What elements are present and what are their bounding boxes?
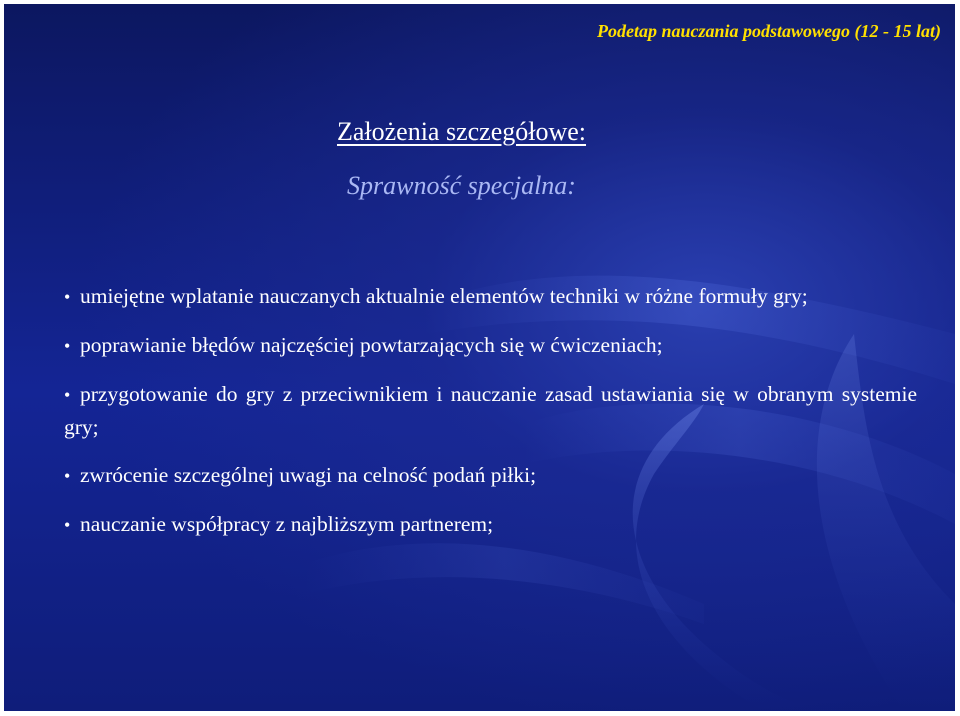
slide-title-text: Założenia szczegółowe: xyxy=(336,117,587,146)
list-item xyxy=(64,508,917,541)
list-item-text: poprawianie błędów najczęściej powtarzających się w ćwiczeniach; xyxy=(80,333,663,357)
list-item-text: nauczanie współpracy z najbliższym partnerem; xyxy=(80,512,494,536)
bullet-icon: • xyxy=(64,385,71,405)
slide xyxy=(4,4,955,711)
bullet-list xyxy=(64,280,917,541)
list-item xyxy=(64,459,917,492)
list-item xyxy=(64,280,917,313)
bullet-icon: • xyxy=(64,515,71,535)
slide-subtitle-text: Sprawność specjalna: xyxy=(347,171,576,200)
list-item-text: przygotowanie do gry z przeciwnikiem i nauczanie zasad ustawiania się w obranym systemie gry; xyxy=(64,382,917,439)
list-item-text: umiejętne wplatanie nauczanych aktualnie elementów techniki w różne formuły gry; xyxy=(80,284,808,308)
slide-title xyxy=(4,117,955,147)
bullet-icon: • xyxy=(64,466,71,486)
list-item xyxy=(64,378,917,443)
bullet-icon: • xyxy=(64,336,71,356)
list-item-text: zwrócenie szczególnej uwagi na celność podań piłki; xyxy=(80,463,537,487)
list-item xyxy=(64,329,917,362)
slide-subtitle xyxy=(4,171,955,201)
course-stage-header: Podetap nauczania podstawowego (12 - 15 lat) xyxy=(596,21,941,41)
bullet-icon: • xyxy=(64,287,71,307)
